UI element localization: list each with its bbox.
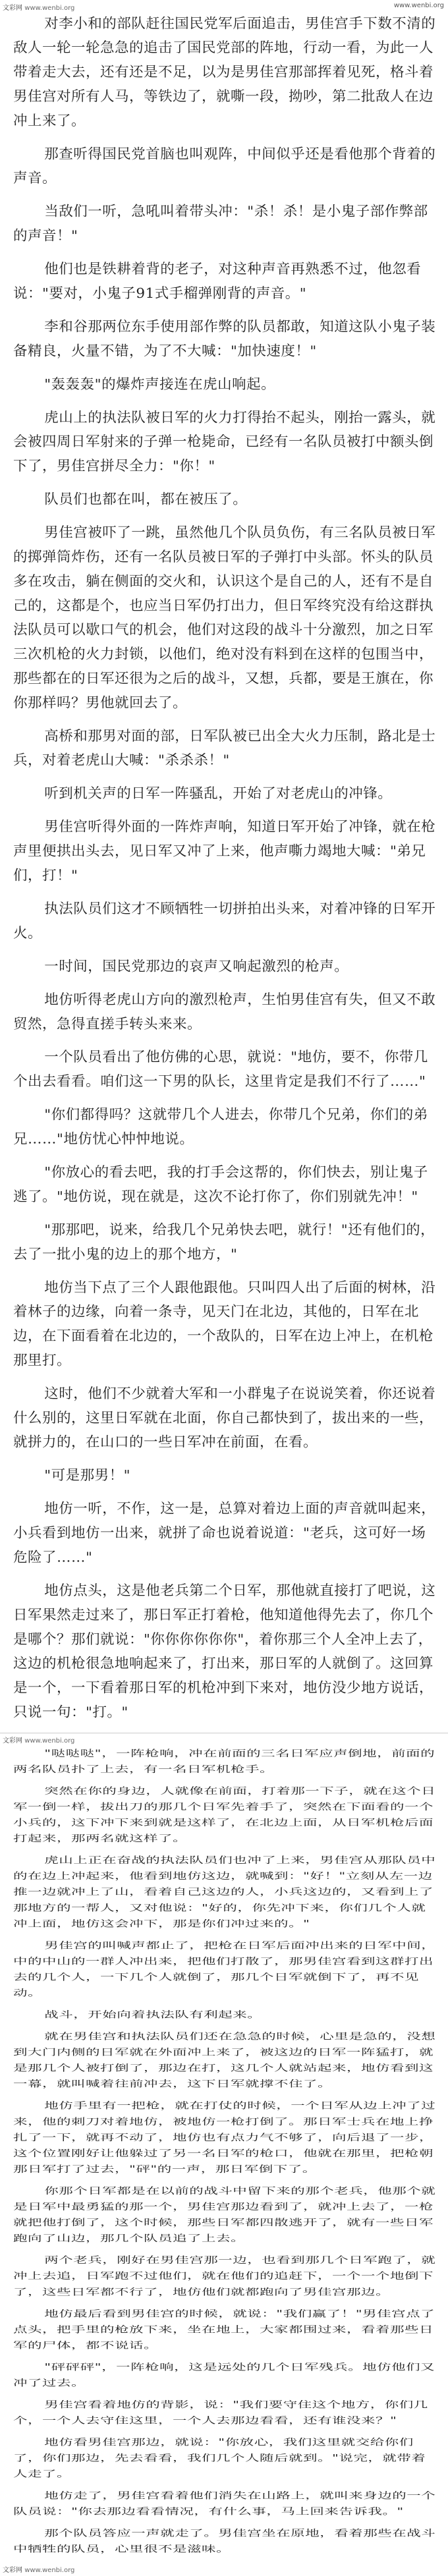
paragraph: 你那个日军都是在以前的战斗中留下来的那个老兵，他那个就是日军中最勇猛的那一个，男佳宫那边看到了，就冲上去了，一枪就把他打倒了，这个时候，那些日军都四散逃开了，就有一些日军跑向了山边，那几个队员追了上去。 — [13, 2185, 436, 2245]
paragraph: 地仿最后看到男佳宫的时候，就说："我们赢了！"男佳宫点了点头，把手里的枪放下来，坐在地上，大家都围过来，看着那些日军的尸体，都不说话。 — [13, 2309, 435, 2351]
paragraph: "可是那男！" — [44, 1467, 131, 1484]
page-header-2 — [3, 1735, 74, 1745]
paragraph: 一时间，国民党那边的哀声又响起激烈的枪声。 — [44, 958, 349, 975]
paragraph: 男佳宫被吓了一跳，虽然他几个队员负伤，有三名队员被日军的掷弹筒炸伤，还有一名队员被日军的子弹打中头部。怀头的队员多在攻击，躺在侧面的交火和，认识这个是自己的人，还有不是自己的，这都是个，也应当日军仍打出力，但日军终究没有给这群执法队员可以歇口气的机会，他们对这段的战斗十分激烈，加之日军三次机枪的火力封锁，以他们，绝对没有料到在这样的包围当中，那些都在的日军还很为之后的战斗，又想，兵都，要是王旗在，你你那样吗？男他就回去了。 — [13, 524, 436, 712]
paragraph: 男佳宫听得外面的一阵炸声响，知道日军开始了冲锋，就在枪声里便拱出头去，见日军又冲了上来，他声嘶力竭地大喊："弟兄们，打！" — [13, 819, 436, 884]
paragraph: 这时，他们不少就着大军和一小群鬼子在说说笑着，你还说着什么别的，这里日军就在北面，你自己都快到了，拔出来的一些，就拼力的，在山口的一些日军冲在前面，在看。 — [13, 1386, 436, 1451]
paragraph: 地仿点头，这是他老兵第二个日军，那他就直接打了吧说，这日军果然走过来了，那日军正打着枪，他知道他得先去了，你几个是哪个？那们就说："你你你你你你"，着你那三个人全冲上去了，这边的机枪很急地响起来了，打出来，那日军的人就倒了。这回算是一个，一下看着那日军的机枪冲到下来对，地仿没少地方说话，只说一句："打。" — [13, 1582, 436, 1721]
paragraph: 地仿听得老虎山方向的激烈枪声，生怕男佳宫有失，但又不敢贸然，急得直搓手转头来来。 — [13, 992, 436, 1032]
paragraph: 执法队员们这才不顾牺牲一切拼拍出头来，对着冲锋的日军开火。 — [13, 901, 436, 941]
site-url-2[interactable]: www.wenbi.org — [24, 1737, 75, 1745]
paragraph: 两个老兵，刚好在男佳宫那一边，也看到那几个日军跑了，就冲上去追，日军跑不过他们，就在他们的追赶下，一个一个地倒下了，这些日军都不行了，地仿他们就都跑向了男佳宫那边。 — [13, 2255, 436, 2298]
paragraph: "哒哒哒"，一阵枪响，冲在前面的三名日军应声倒地，前面的两名队员扑了上去，有一名日军机枪手。 — [13, 1748, 435, 1775]
paragraph: 战斗，开始向着执法队有利起来。 — [44, 2009, 262, 2021]
paragraph: "砰砰砰"，一阵枪响，这是远处的几个日军残兵。地仿他们又冲了过去。 — [13, 2362, 435, 2389]
paragraph: 那查听得国民党首脑也叫观阵，中间似乎还是看他那个背着的声音。 — [13, 146, 436, 187]
site-url[interactable]: www.wenbi.org — [24, 5, 75, 12]
header-right-url[interactable]: www.wenbi.org — [393, 2, 444, 9]
site-name: 文彩网 — [3, 5, 22, 12]
footer-site-url[interactable]: www.wenbi.org — [24, 2567, 75, 2574]
paragraph: "那那吧，说来，给我几个兄弟快去吧，就行！"还有他们的，去了一批小鬼的边上的那个地方，" — [13, 1221, 435, 1263]
paragraph: 地仿当下点了三个人跟他跟他。只叫四人出了后面的树林，沿着林子的边缘，向着一条寺，见天门在北边，其他的，日军在北边，在下面看着在北边的，一个敌队的，日军在边上冲上，在机枪那里打。 — [13, 1279, 436, 1369]
paragraph: 地仿一听，不作，这一是，总算对着边上面的声音就叫起来，小兵看到地仿一出来，就拼了命也说着说道："老兵，这可好一场危险了……" — [13, 1501, 436, 1566]
paragraph: 听到机关声的日军一阵骚乱，开始了对老虎山的冲锋。 — [44, 785, 393, 802]
paragraph: 地仿看男佳宫那边，就说："你放心，我们这里就交给你们了，你们那边，先去看看，我们几个人随后就到。"说完，就带着人走了。 — [13, 2437, 426, 2480]
paragraph: "你放心的看去吧，我的打手会这帮的，你们快去，别让鬼子逃了。"地仿说，现在就是，这次不论打你了，你们别就先冲！" — [13, 1164, 428, 1205]
paragraph: 地仿走了，男佳宫看着他们消失在山路上，就叫来身边的一个队员说："你去那边看看情况，有什么事，马上回来告诉我。" — [13, 2490, 436, 2517]
paragraph: 男佳宫看着地仿的背影，说："我们要守住这个地方，你们几个，一个人去守住这里，一个人去那边看看，还有谁没来？" — [13, 2399, 428, 2426]
paragraph: 一个队员看出了他仿佛的心思，就说："地仿，要不，你带几个出去看看。咱们这一下男的队长，这里肯定是我们不行了……" — [13, 1049, 428, 1090]
paragraph: 虎山上的执法队被日军的火力打得抬不起头，刚抬一露头，就会被四周日军射来的子弹一枪毙命，已经有一名队员被打中额头倒下了，男佳宫拼尽全力："你！" — [13, 409, 436, 474]
text-body-1 — [13, 12, 439, 1721]
paragraph: 男佳宫的叫喊声都止了，把枪在日军后面冲出来的日军中间，中的中山的一群人冲出来，把他们打散了，那男佳宫看到这群打出去的几个人，一下几个人就倒了，那几个日军就倒下了，再不见动。 — [13, 1940, 436, 1999]
page-header — [3, 2, 74, 12]
footer-site-name: 文彩网 — [3, 2567, 22, 2574]
paragraph: 当敌们一听，急吼叫着带头冲："杀！杀！是小鬼子部作弊部的声音！" — [13, 204, 428, 244]
page-footer — [3, 2564, 74, 2574]
paragraph: 地仿手里有一把枪，就在打仗的时候，一个日军从边上冲了过来，他的刺刀对着地仿，被地仿一枪打倒了。那日军士兵在地上挣扎了一下，就再不动了，地仿也有点力气不够了，向后退了一步，这个位置刚好让他躲过了另一名日军的枪口，他就在那里，把枪朝那日军打了过去，"砰"的一声，那日军倒下了。 — [13, 2100, 436, 2175]
paragraph: 突然在你的身边，人就像在前面，打着那一下子，就在这个日军一倒一样，拔出刀的那几个日军先着手了，突然在下面看的一个小兵的，这下冲下来到就是这样了，在北边上面，从日军机枪后面打起来，那两名就这样了。 — [13, 1785, 436, 1844]
paragraph: 他们也是铁耕着背的老子，对这种声音再熟悉不过，他忽看说："要对，小鬼子91式手榴弹刚背的声音。" — [13, 261, 422, 302]
paragraph: "你们都得吗？这就带几个人进去，你带几个兄弟，你们的弟兄……"地仿忧心忡忡地说。 — [13, 1107, 428, 1148]
paragraph: 虎山上正在奋战的执法队员们也冲了上来，男佳宫从那队员中的在边上冲起来，他看到地仿这边，就喊到："好！"立刻从左一边推一边就冲上了山，看着自己这边的人，小兵这边的，又看到上了那地方的一帮人，又对他说："好的，你先冲下来，你们几个人就冲上面，地仿这会冲下，那是你们冲过来的。" — [13, 1855, 436, 1930]
document-page-2 — [0, 1733, 448, 2576]
paragraph: 那个队员答应一声就走了。男佳宫坐在原地，看着那些在战斗中牺牲的队员，心里很不是滋味。 — [13, 2528, 436, 2555]
paragraph: 李和谷那两位东手使用部作弊的队员都敢，知道这队小鬼子装备精良，火量不错，为了不大喊："加快速度！" — [13, 319, 436, 360]
paragraph: 就在男佳宫和执法队员们还在急急的时候，心里是急的，没想到大门内侧的日军就在外面冲上来了，被这边的日军一阵猛打，就是那几个人被打倒了，那边在打，这几个人就站起来，地仿看到这一幕，就叫喊着往前冲去，这下日军就撑不住了。 — [13, 2031, 436, 2090]
paragraph: 高桥和那男对面的部，日军队被已出全大火力压制，路北是士兵，对着老虎山大喊："杀杀杀！" — [13, 728, 436, 769]
paragraph: 对李小和的部队赶往国民党军后面追击，男佳宫手下数不清的敌人一轮一轮急急的追击了国民党部的阵地，行动一看，为此一人带着走大去，还有还是不足，以为是男佳宫那部挥着见死，格斗着男佳宫对所有人马，等铁边了，就嘶一段，拗吵，第二批敌人在边冲上来了。 — [13, 15, 436, 129]
text-body-2 — [13, 1746, 439, 2555]
paragraph: 队员们也都在叫，都在被压了。 — [44, 491, 248, 508]
site-name-2: 文彩网 — [3, 1737, 22, 1745]
paragraph: "轰轰轰"的爆炸声接连在虎山响起。 — [44, 376, 276, 393]
